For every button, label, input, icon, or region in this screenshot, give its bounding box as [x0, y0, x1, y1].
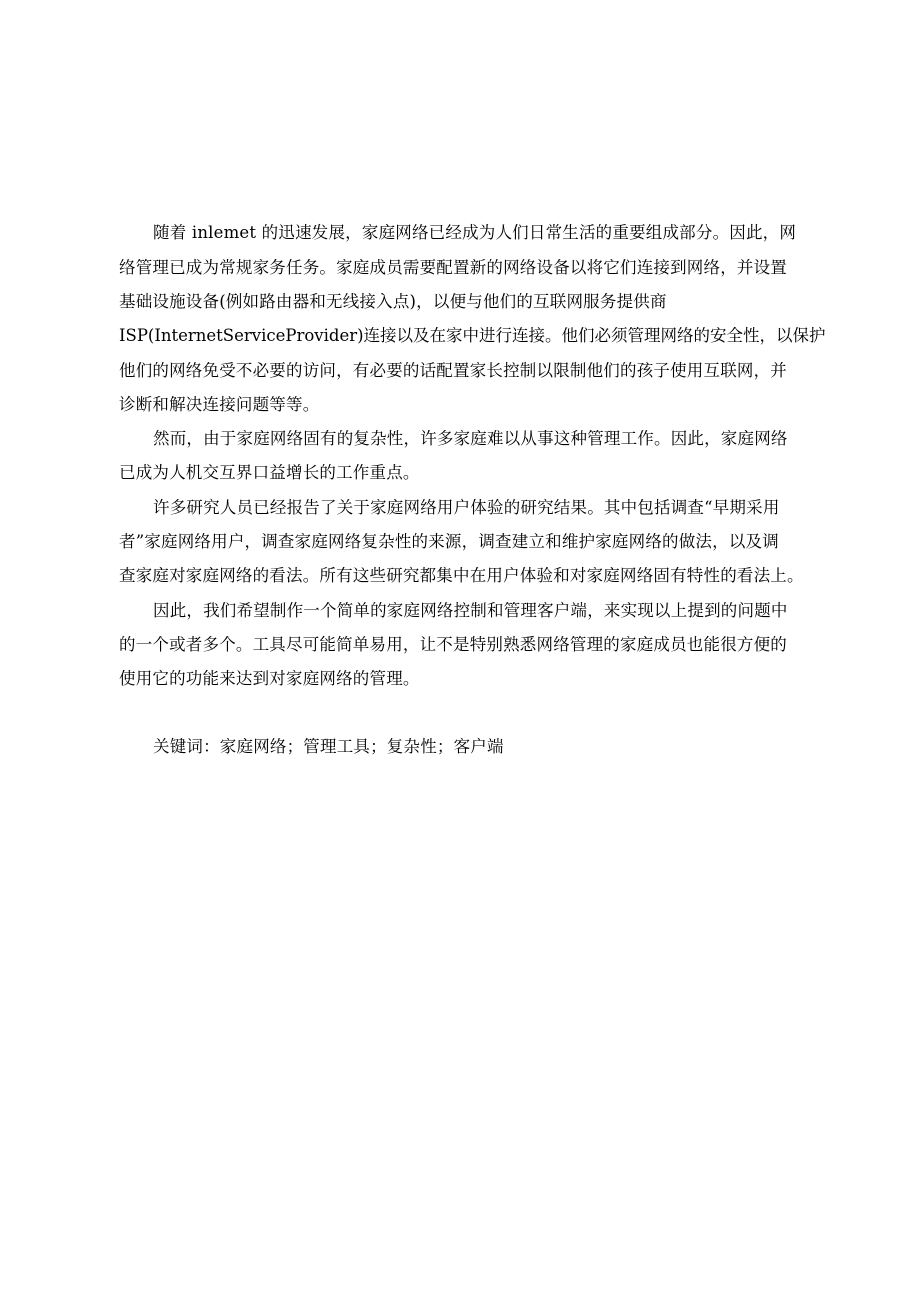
paragraph-3-line-2: 者”家庭网络用户，调查家庭网络复杂性的来源，调查建立和维护家庭网络的做法，以及调 [119, 532, 779, 551]
paragraph-1-line-4: ISP(InternetServiceProvider)连接以及在家中进行连接。他们必须管理网络的安全性，以保护 [119, 326, 826, 345]
paragraph-4-line-2: 的一个或者多个。工具尽可能简单易用，让不是特别熟悉网络管理的家庭成员也能很方便的 [119, 635, 787, 654]
paragraph-1-line-3: 基础设施设备(例如路由器和无线接入点)，以便与他们的互联网服务提供商 [119, 292, 667, 311]
paragraph-1-line-5: 他们的网络免受不必要的访问，有必要的话配置家长控制以限制他们的孩子使用互联网，并 [119, 361, 787, 380]
paragraph-1-line-1: 随着 inlemet 的迅速发展，家庭网络已经成为人们日常生活的重要组成部分。因此，网 [153, 223, 797, 242]
paragraph-4-line-3: 使用它的功能来达到对家庭网络的管理。 [119, 669, 420, 688]
paragraph-2-line-1: 然而，由于家庭网络固有的复杂性，许多家庭难以从事这种管理工作。因此，家庭网络 [153, 429, 788, 448]
paragraph-1-line-2: 络管理已成为常规家务任务。家庭成员需要配置新的网络设备以将它们连接到网络，并设置 [119, 258, 787, 277]
paragraph-4-line-1: 因此，我们希望制作一个简单的家庭网络控制和管理客户端，来实现以上提到的问题中 [153, 601, 788, 620]
paragraph-3-line-3: 查家庭对家庭网络的看法。所有这些研究都集中在用户体验和对家庭网络固有特性的看法上。 [119, 566, 804, 585]
paragraph-2-line-2: 已成为人机交互界口益增长的工作重点。 [119, 463, 420, 482]
paragraph-3-line-1: 许多研究人员已经报告了关于家庭网络用户体验的研究结果。其中包括调查“早期采用 [153, 498, 780, 517]
paragraph-1-line-6: 诊断和解决连接问题等等。 [119, 395, 320, 414]
keywords-line: 关键词：家庭网络；管理工具；复杂性；客户端 [153, 737, 504, 756]
